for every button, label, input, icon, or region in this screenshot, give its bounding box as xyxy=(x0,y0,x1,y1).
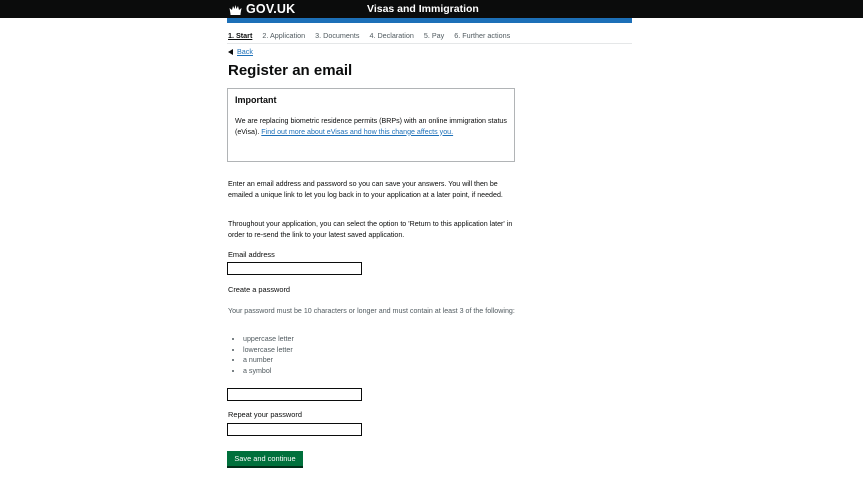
step-start: 1. Start xyxy=(228,31,253,40)
password-rule: • lowercase letter xyxy=(243,345,294,356)
crown-icon xyxy=(229,4,242,15)
govuk-logo-link[interactable] xyxy=(229,2,295,16)
return-info-paragraph: Throughout your application, you can select the option to 'Return to this application later' in order to re-send the link to your latest saved application. xyxy=(228,220,513,239)
notice-text: We are replacing biometric residence permits (BRPs) with an online immigration status (eVisa). xyxy=(235,117,507,136)
intro-paragraph: Enter an email address and password so you can save your answers. You will then be emailed a unique link to let you log back in to your application at a later point, if needed. xyxy=(228,180,503,199)
back-arrow-icon xyxy=(228,49,233,55)
steps-divider xyxy=(227,43,632,44)
back-link[interactable] xyxy=(228,47,253,56)
evisa-info-link[interactable]: Find out more about eVisas and how this change affects you. xyxy=(261,127,454,136)
logo-text: GOV.UK xyxy=(246,2,296,16)
save-and-continue-button[interactable]: Save and continue xyxy=(227,451,303,468)
email-label: Email address xyxy=(228,250,275,259)
step-documents: 3. Documents xyxy=(315,31,360,40)
step-application: 2. Application xyxy=(262,31,306,40)
important-notice xyxy=(227,88,515,162)
password-rule: • a number xyxy=(243,355,294,366)
page-title: Register an email xyxy=(228,62,353,79)
email-input[interactable] xyxy=(227,262,362,275)
step-further-actions: 6. Further actions xyxy=(454,31,511,40)
password-rule: • uppercase letter xyxy=(243,334,294,345)
password-rules-list xyxy=(228,334,294,376)
step-declaration: 4. Declaration xyxy=(369,31,414,40)
password-input[interactable] xyxy=(227,388,362,401)
password-rule: • a symbol xyxy=(243,366,294,377)
password-hint: Your password must be 10 characters or longer and must contain at least 3 of the following: xyxy=(228,307,515,315)
password-label: Create a password xyxy=(228,285,291,294)
step-pay: 5. Pay xyxy=(423,31,445,40)
progress-steps xyxy=(228,31,520,40)
repeat-password-label: Repeat your password xyxy=(228,410,302,419)
header-accent-bar xyxy=(227,18,632,23)
notice-title: Important xyxy=(235,95,277,105)
repeat-password-input[interactable] xyxy=(227,423,362,436)
notice-body xyxy=(235,116,507,137)
site-header xyxy=(0,0,863,18)
back-link-label: Back xyxy=(237,47,253,56)
service-name[interactable]: Visas and Immigration xyxy=(367,3,479,15)
